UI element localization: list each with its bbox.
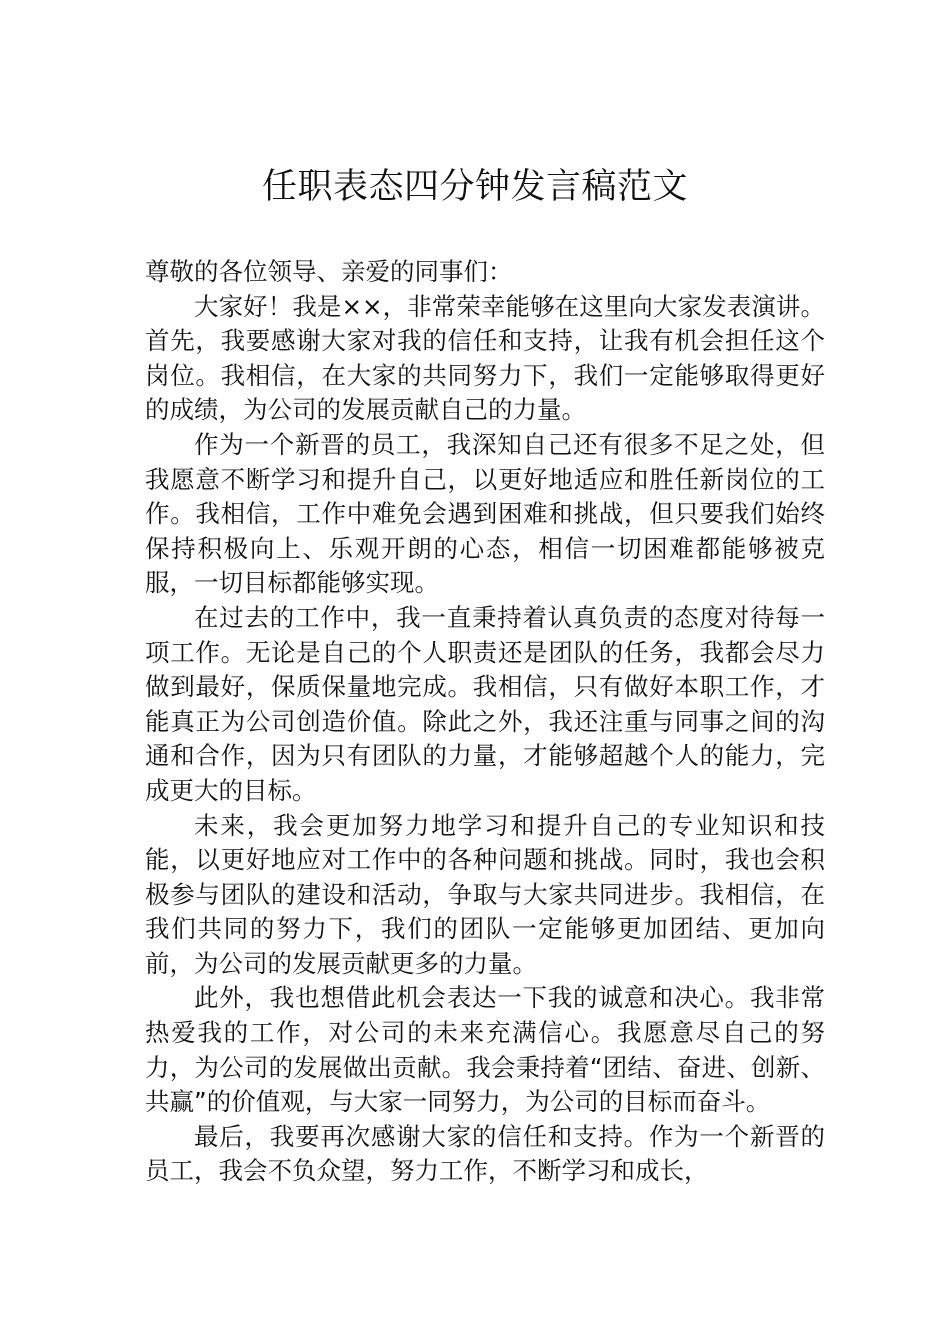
document-body [145, 255, 825, 1189]
paragraph-3: 在过去的工作中，我一直秉持着认真负责的态度对待每一项工作。无论是自己的个人职责还是团队的任务，我都会尽力做到最好，保质保量地完成。我相信，只有做好本职工作，才能真正为公司创造价值。除此之外，我还注重与同事之间的沟通和合作，因为只有团队的力量，才能够超越个人的能力，完成更大的目标。 [145, 602, 825, 805]
salutation: 尊敬的各位领导、亲爱的同事们： [145, 257, 513, 286]
paragraph-1: 大家好！我是××，非常荣幸能够在这里向大家发表演讲。首先，我要感谢大家对我的信任和支持，让我有机会担任这个岗位。我相信，在大家的共同努力下，我们一定能够取得更好的成绩，为公司的发展贡献自己的力量。 [145, 291, 825, 425]
page-title: 任职表态四分钟发言稿范文 [261, 167, 688, 207]
paragraph-2: 作为一个新晋的员工，我深知自己还有很多不足之处，但我愿意不断学习和提升自己，以更好地适应和胜任新岗位的工作。我相信，工作中难免会遇到困难和挑战，但只要我们始终保持积极向上、乐观开朗的心态，相信一切困难都能够被克服，一切目标都能够实现。 [145, 429, 825, 598]
paragraph-5: 此外，我也想借此机会表达一下我的诚意和决心。我非常热爱我的工作，对公司的未来充满信心。我愿意尽自己的努力，为公司的发展做出贡献。我会秉持着“团结、奋进、创新、共赢”的价值观，与大家一同努力，为公司的目标而奋斗。 [145, 983, 825, 1117]
paragraph-6: 最后，我要再次感谢大家的信任和支持。作为一个新晋的员工，我会不负众望，努力工作，不断学习和成长， [145, 1121, 825, 1186]
paragraph-4: 未来，我会更加努力地学习和提升自己的专业知识和技能，以更好地应对工作中的各种问题和挑战。同时，我也会积极参与团队的建设和活动，争取与大家共同进步。我相信，在我们共同的努力下，我们的团队一定能够更加团结、更加向前，为公司的发展贡献更多的力量。 [145, 810, 825, 978]
